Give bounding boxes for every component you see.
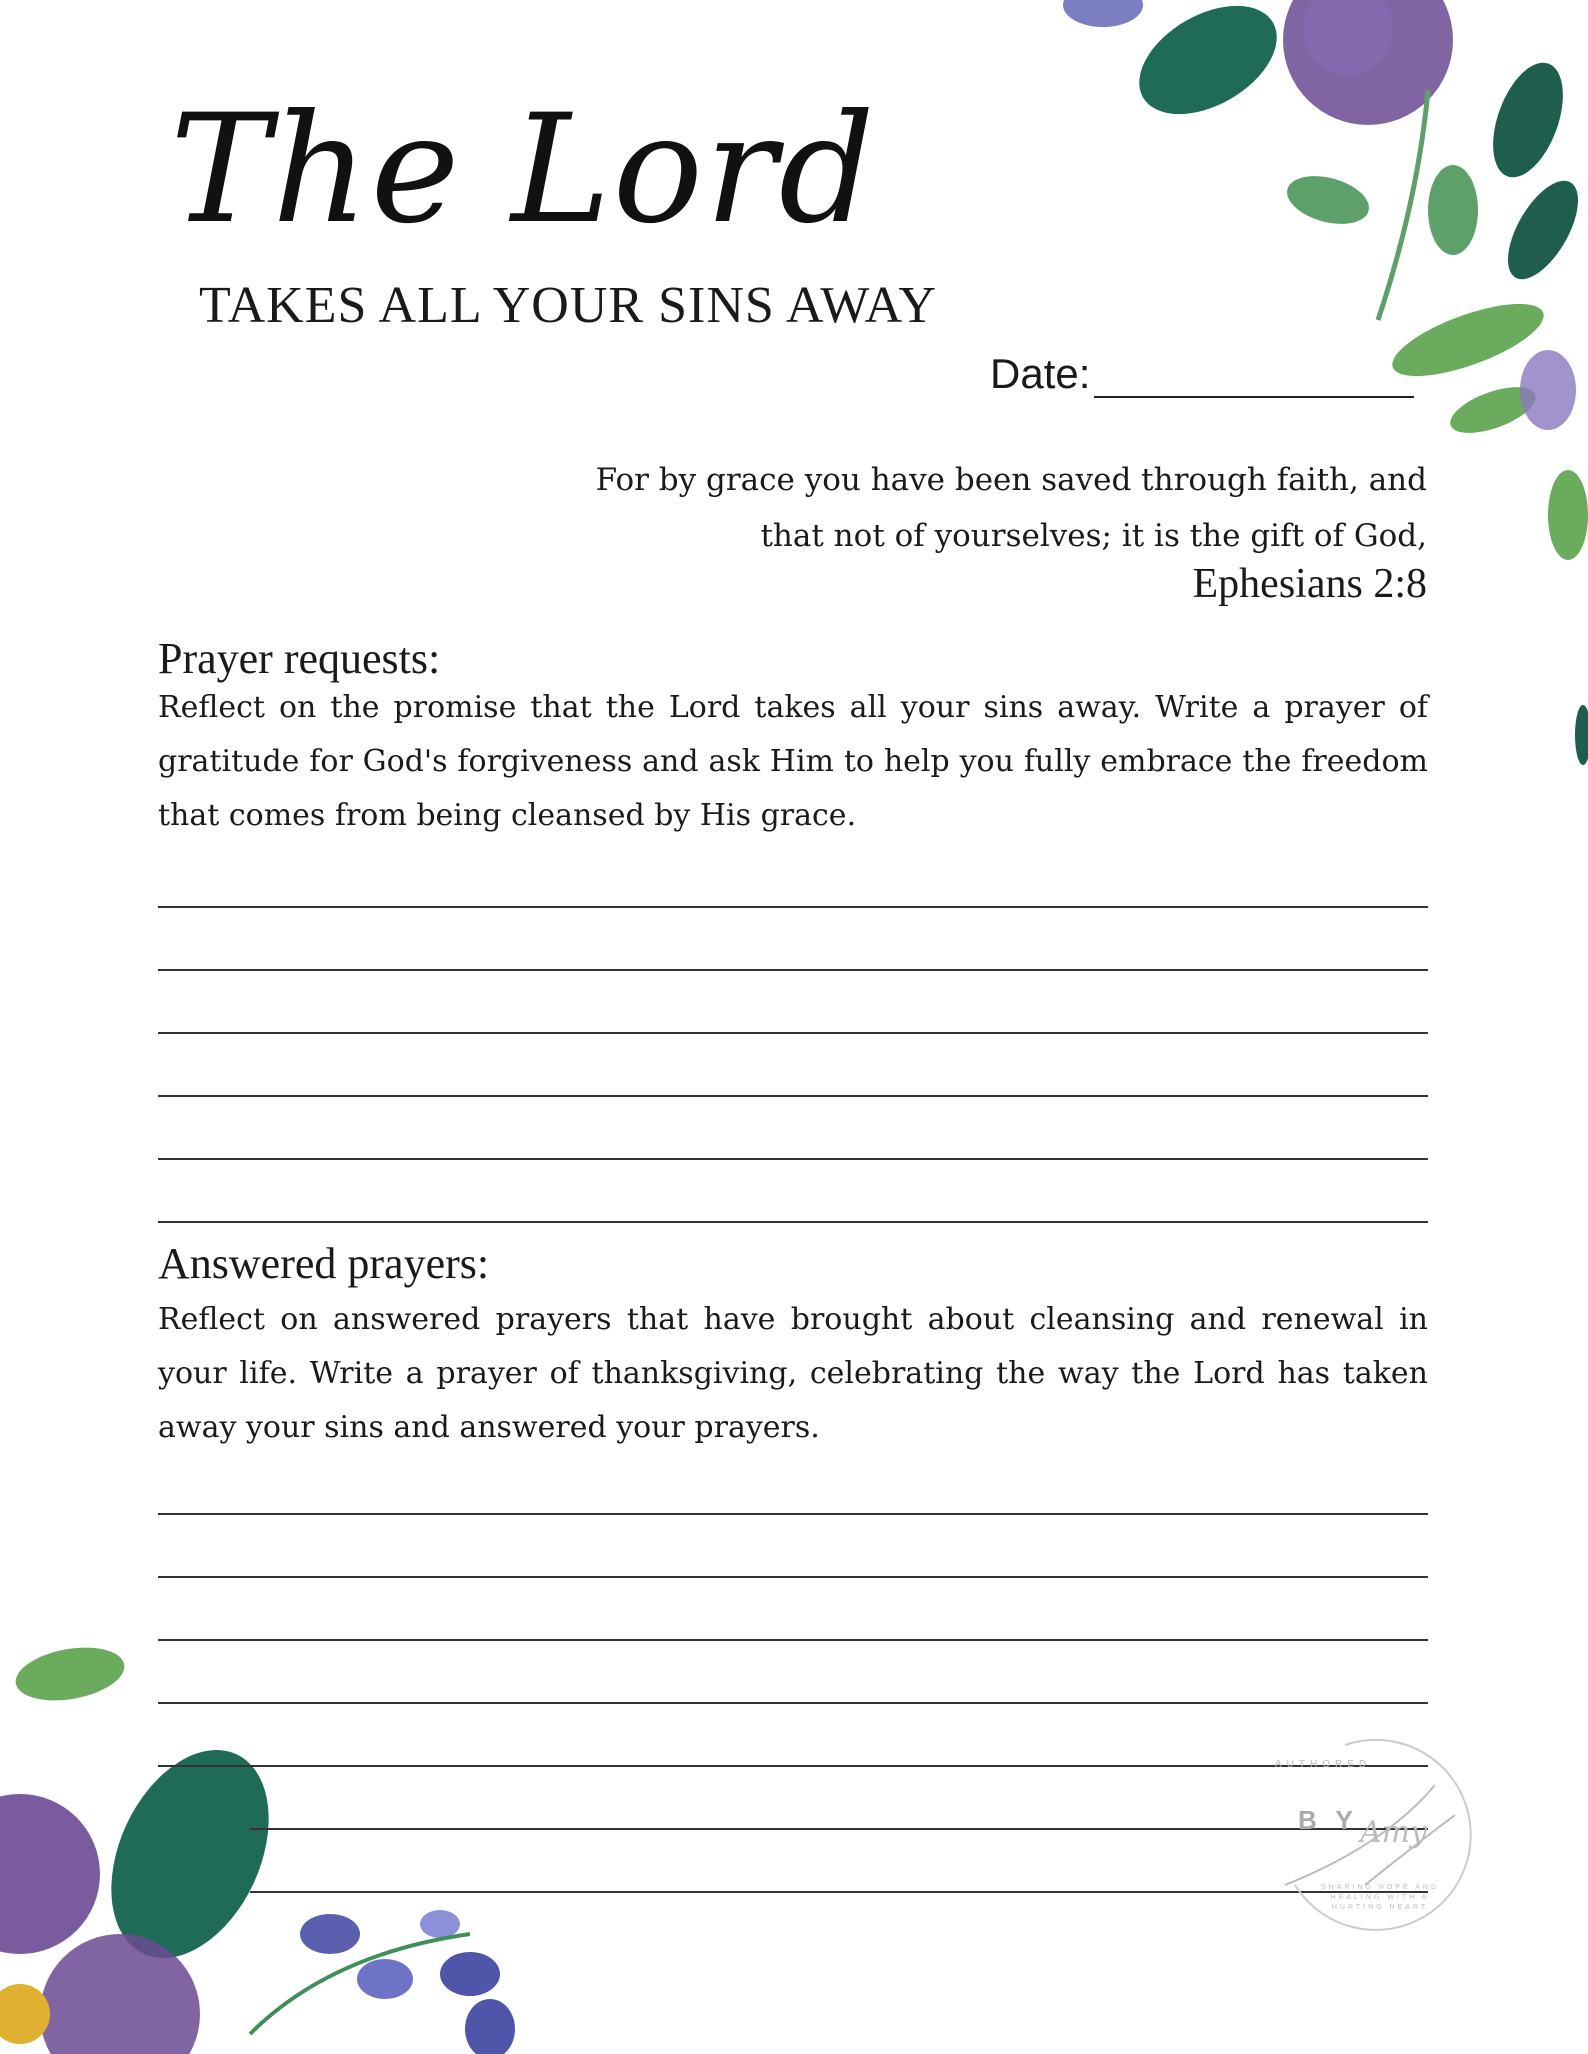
page-subtitle: TAKES ALL YOUR SINS AWAY [199,277,937,334]
scripture-verse [596,452,1427,564]
date-field[interactable] [990,350,1414,398]
writing-line[interactable] [158,1639,1428,1641]
author-watermark [1265,1735,1475,1945]
writing-line[interactable] [158,1576,1428,1578]
writing-line[interactable] [250,1891,1428,1893]
writing-line[interactable] [158,1158,1428,1160]
watermark-tagline: SHARING HOPE AND HEALING WITH A HURTING HEART [1320,1884,1439,1911]
prayer-requests-heading: Prayer requests: [158,634,441,683]
verse-line: For by grace you have been saved through faith, and [595,462,1427,498]
page-title: The Lord [170,83,877,257]
date-label: Date: [990,350,1091,397]
watermark-authored: AUTHORED [1275,1759,1372,1770]
date-blank-line[interactable] [1094,350,1414,398]
writing-line[interactable] [250,1828,1428,1830]
writing-line[interactable] [158,1221,1428,1223]
writing-line[interactable] [158,1702,1428,1704]
writing-line[interactable] [158,1765,1428,1767]
writing-line[interactable] [158,1095,1428,1097]
answered-prayers-heading: Answered prayers: [158,1239,490,1288]
watermark-by: B Y [1298,1805,1359,1835]
answered-prayers-prompt: Reflect on answered prayers that have brought about cleansing and renewal in your life. Write a prayer of thanksgiving, celebrating the way the Lord has taken away your sins and answered your prayers. [158,1302,1428,1445]
writing-line[interactable] [158,969,1428,971]
writing-line[interactable] [158,906,1428,908]
writing-line[interactable] [158,1032,1428,1034]
floral-decoration-bottom-left [0,1634,560,2054]
verse-reference: Ephesians 2:8 [1192,561,1427,607]
leaf-decoration-right-edge [1568,700,1588,770]
prayer-requests-prompt: Reflect on the promise that the Lord takes all your sins away. Write a prayer of gratitude for God's forgiveness and ask Him to help you fully embrace the freedom that comes from being cleansed by His grace. [158,690,1428,833]
watermark-signature: Amy [1360,1815,1428,1850]
verse-line: that not of yourselves; it is the gift of God, [760,518,1427,554]
writing-line[interactable] [158,1513,1428,1515]
